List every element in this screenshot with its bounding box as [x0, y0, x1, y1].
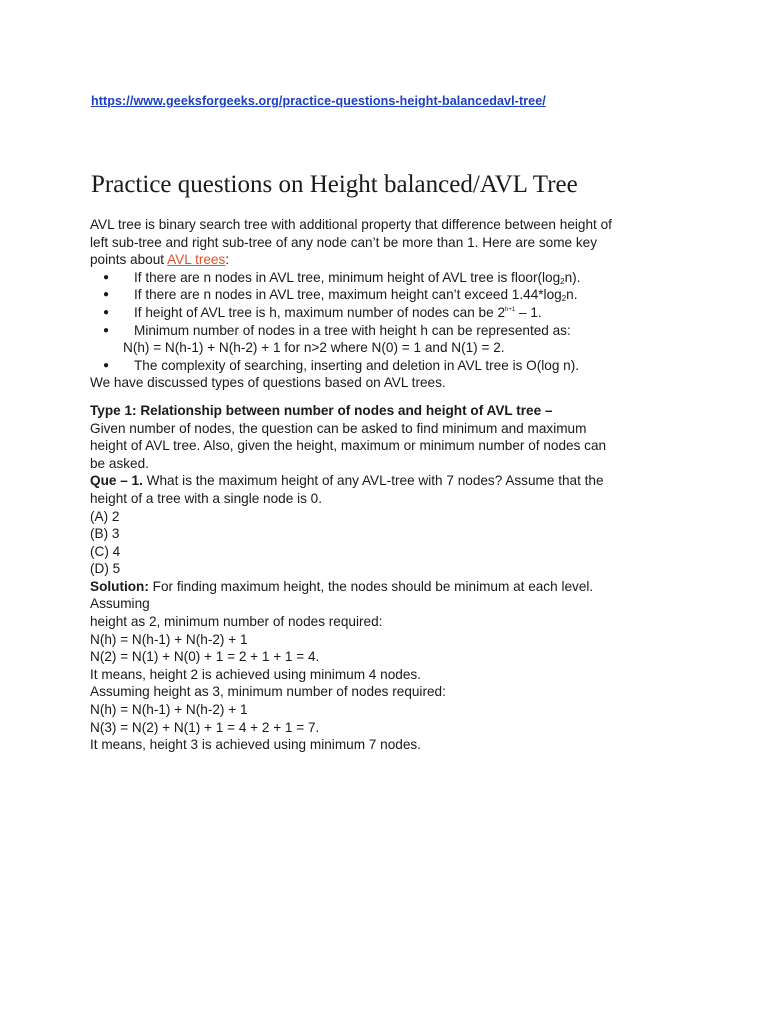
bullet-icon: ●: [103, 271, 110, 283]
intro-line-3: [90, 251, 690, 269]
solution-line: [90, 578, 690, 596]
type1-heading: [90, 402, 690, 420]
bullet-icon: ●: [103, 306, 110, 318]
option-d: (D) 5: [90, 561, 121, 577]
bullet-icon: ●: [103, 289, 110, 301]
list-item: [90, 286, 690, 304]
type1-line: height of AVL tree. Also, given the height, maximum or minimum number of nodes can: [90, 438, 607, 454]
list-item: [90, 357, 690, 375]
solution-step: N(3) = N(2) + N(1) + 1 = 4 + 2 + 1 = 7.: [90, 719, 320, 735]
question-text: What is the maximum height of any AVL-tree with 7 nodes? Assume that the: [142, 473, 604, 489]
bullet-continuation: N(h) = N(h-1) + N(h-2) + 1 for n>2 where N(0) = 1 and N(1) = 2.: [123, 340, 505, 356]
type1-heading-text: Type 1: Relationship between number of nodes and height of AVL tree –: [90, 402, 553, 418]
type1-line: be asked.: [90, 455, 149, 471]
type1-line: Given number of nodes, the question can be asked to find minimum and maximum: [90, 420, 587, 436]
list-item: [90, 269, 690, 287]
solution-step: N(h) = N(h-1) + N(h-2) + 1: [90, 702, 248, 718]
intro-prefix: points about: [90, 252, 168, 268]
bullet-text: Minimum number of nodes in a tree with height h can be represented as:: [134, 322, 571, 338]
bullet-text-end: n.: [566, 287, 578, 303]
solution-step: N(2) = N(1) + N(0) + 1 = 2 + 1 + 1 = 4.: [90, 649, 320, 665]
question-line: [90, 472, 690, 490]
option-a: (A) 2: [90, 508, 120, 524]
solution-step: It means, height 2 is achieved using minimum 4 nodes.: [90, 666, 421, 682]
solution-step: It means, height 3 is achieved using minimum 7 nodes.: [90, 737, 421, 753]
solution-step: Assuming height as 3, minimum number of nodes required:: [90, 684, 446, 700]
bullet-text: The complexity of searching, inserting and deletion in AVL tree is O(log n).: [134, 357, 580, 373]
solution-label: Solution:: [90, 578, 149, 594]
bullet-text-end: n).: [564, 269, 581, 285]
intro-suffix: :: [225, 252, 230, 268]
page-title: Practice questions on Height balanced/AVL Tree: [91, 171, 578, 198]
list-item: [90, 322, 690, 340]
list-item: [90, 304, 690, 322]
subscript: 2: [560, 276, 565, 286]
intro-line-2: left sub-tree and right sub-tree of any node can’t be more than 1. Here are some key: [90, 234, 598, 250]
solution-step: N(h) = N(h-1) + N(h-2) + 1: [90, 631, 248, 647]
bullet-icon: ●: [103, 359, 110, 371]
question-label: Que – 1.: [90, 473, 143, 489]
question-line-2: height of a tree with a single node is 0.: [90, 490, 322, 506]
key-points-list: [90, 269, 690, 339]
bullet-text: If there are n nodes in AVL tree, minimum height of AVL tree is floor(log: [134, 269, 561, 285]
subscript: 2: [561, 294, 567, 304]
bullet-icon: ●: [103, 324, 110, 336]
avl-trees-link[interactable]: AVL trees: [167, 252, 226, 268]
option-b: (B) 3: [90, 526, 120, 542]
intro-line-1: AVL tree is binary search tree with additional property that difference between height of: [90, 217, 612, 232]
option-c: (C) 4: [90, 543, 121, 559]
spacer: [90, 392, 690, 402]
key-points-list-continued: [90, 357, 690, 375]
solution-step: Assuming: [90, 596, 150, 612]
document-body: [90, 216, 690, 754]
bullet-text: If height of AVL tree is h, maximum number of nodes can be 2: [134, 304, 506, 320]
after-bullets-text: We have discussed types of questions based on AVL trees.: [90, 375, 446, 391]
bullet-text: If there are n nodes in AVL tree, maximum height can’t exceed 1.44*log: [134, 287, 562, 303]
superscript: h+1: [505, 306, 516, 313]
solution-text: For finding maximum height, the nodes should be minimum at each level.: [148, 578, 594, 594]
source-url-link[interactable]: https://www.geeksforgeeks.org/practice-questions-height-balancedavl-tree/: [91, 94, 546, 108]
solution-step: height as 2, minimum number of nodes required:: [90, 614, 383, 630]
bullet-text-end: – 1.: [515, 304, 542, 320]
